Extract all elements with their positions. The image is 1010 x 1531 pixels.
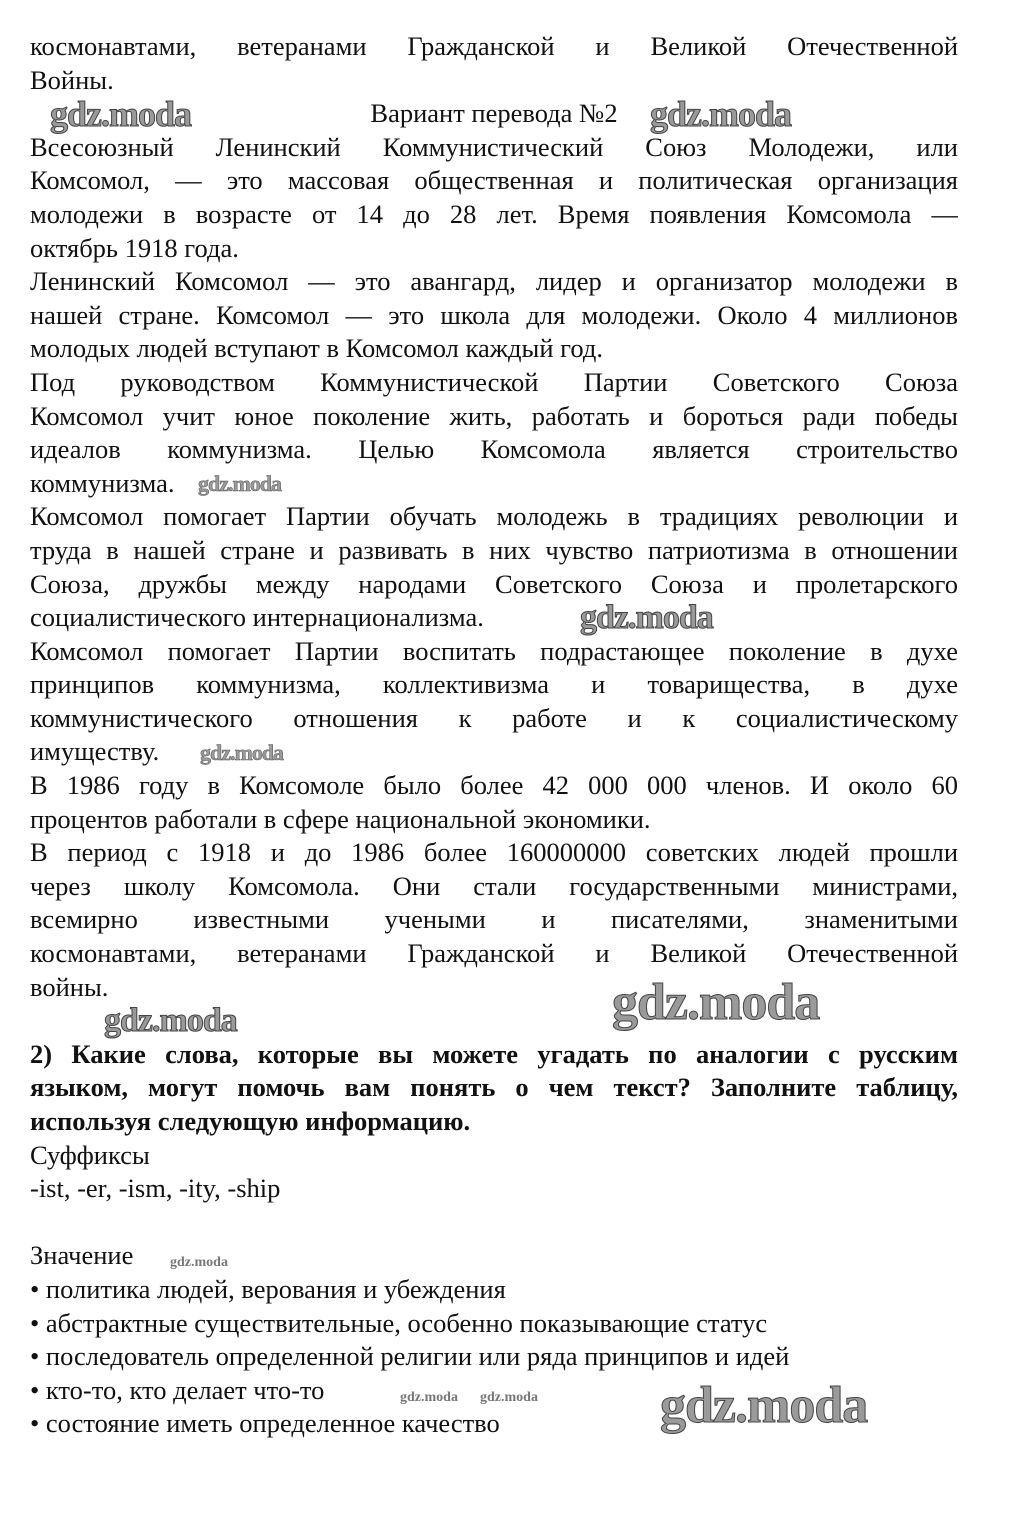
watermark: gdz.moda — [650, 94, 792, 134]
text-line: через школу Комсомола. Они стали государственными министрами, — [30, 870, 958, 901]
text-line: имуществу. — [30, 736, 160, 767]
document-body — [30, 30, 958, 1441]
text-line: молодежи в возрасте от 14 до 28 лет. Время появления Комсомола — — [30, 198, 958, 229]
text-line: Комсомол, — это массовая общественная и политическая организация — [30, 165, 958, 196]
watermark: gdz.moda — [104, 1002, 237, 1039]
watermark: gdz.moda — [612, 974, 820, 1031]
text-line: октябрь 1918 года. — [30, 232, 239, 263]
text-line: • состояние иметь определенное качество — [30, 1408, 500, 1439]
text-line: • кто-то, кто делает что-то — [30, 1374, 325, 1405]
text-line: Комсомол помогает Партии воспитать подрастающее поколение в духе — [30, 635, 958, 666]
text-line: • последователь определенной религии или ряда принципов и идей — [30, 1341, 790, 1372]
text-line: коммунизма. — [30, 467, 175, 498]
text-line: космонавтами, ветеранами Гражданской и Великой Отечественной — [30, 31, 958, 61]
text-line: Союза, дружбы между народами Советского Союза и пролетарского — [30, 568, 958, 599]
text-line: идеалов коммунизма. Целью Комсомола является строительство — [30, 434, 958, 465]
watermark: gdz.moda — [400, 1390, 458, 1405]
text-line: Комсомол помогает Партии обучать молодежь в традициях революции и — [30, 501, 958, 532]
text-line: -ist, -er, -ism, -ity, -ship — [30, 1173, 281, 1204]
text-line: Под руководством Коммунистической Партии Советского Союза — [30, 366, 958, 397]
watermark: gdz.moda — [170, 1255, 228, 1270]
watermark: gdz.moda — [660, 1377, 868, 1434]
text-line: Войны. — [30, 64, 114, 95]
text-line: языком, могут помочь вам понять о чем текст? Заполните таблицу, — [30, 1072, 958, 1103]
text-line: социалистического интернационализма. — [30, 602, 484, 633]
text-line: Комсомол учит юное поколение жить, работать и бороться ради победы — [30, 400, 958, 431]
watermark: gdz.moda — [200, 740, 284, 765]
text-line: Суффиксы — [30, 1139, 150, 1170]
text-line: В период с 1918 и до 1986 более 160000000 советских людей прошли — [30, 837, 958, 868]
text-line: космонавтами, ветеранами Гражданской и Великой Отечественной — [30, 938, 958, 969]
text-line: труда в нашей стране и развивать в них чувство патриотизма в отношении — [30, 534, 958, 565]
text-line: В 1986 году в Комсомоле было более 42 000 000 членов. И около 60 — [30, 770, 958, 801]
watermark: gdz.moda — [580, 599, 713, 636]
text-line: Вариант перевода №2 — [370, 98, 618, 129]
text-line: Всесоюзный Ленинский Коммунистический Союз Молодежи, или — [30, 131, 958, 162]
text-line: 2) Какие слова, которые вы можете угадать по аналогии с русским — [30, 1038, 958, 1069]
text-line: нашей стране. Комсомол — это школа для молодежи. Около 4 миллионов — [30, 299, 958, 330]
text-line: коммунистического отношения к работе и к социалистическому — [30, 702, 958, 733]
watermark: gdz.moda — [480, 1390, 538, 1405]
watermark: gdz.moda — [198, 471, 282, 496]
text-line: молодых людей вступают в Комсомол каждый год. — [30, 333, 603, 364]
text-line: • политика людей, верования и убеждения — [30, 1273, 506, 1304]
text-line: принципов коммунизма, коллективизма и товарищества, в духе — [30, 669, 958, 700]
text-line: • абстрактные существительные, особенно показывающие статус — [30, 1307, 768, 1338]
text-line: Значение — [30, 1240, 134, 1271]
watermark: gdz.moda — [50, 94, 192, 134]
text-line: всемирно известными учеными и писателями, знаменитыми — [30, 904, 958, 935]
text-line: Ленинский Комсомол — это авангард, лидер и организатор молодежи в — [30, 266, 958, 297]
text-line: войны. — [30, 971, 109, 1002]
text-line: используя следующую информацию. — [30, 1106, 471, 1136]
text-line: процентов работали в сфере национальной экономики. — [30, 803, 651, 834]
